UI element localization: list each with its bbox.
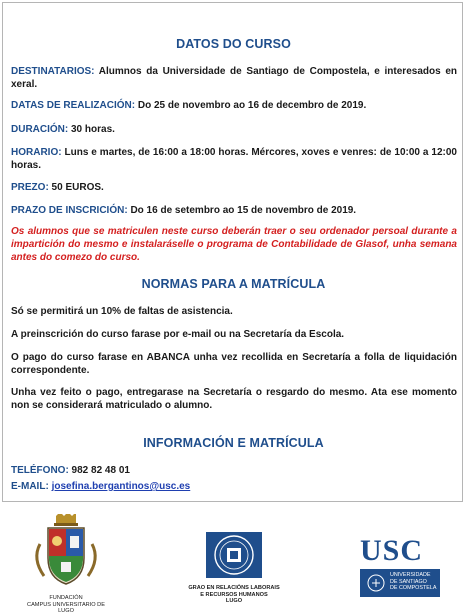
email-label: E-MAIL: [11, 481, 49, 492]
duration-label: DURACIÓN: [11, 124, 69, 135]
usc-emblem-icon [366, 573, 386, 593]
grao-caption-3: LUGO [225, 598, 243, 604]
phone-value: 982 82 48 01 [68, 465, 130, 476]
dates-value: Do 25 de novembro ao 16 de decembro de 2019. [135, 100, 367, 111]
enrol-label: PRAZO DE INSCRICIÓN: [11, 205, 128, 216]
usc-sub-3: DE COMPOSTELA [390, 585, 437, 592]
dates-label: DATAS DE REALIZACIÓN: [11, 100, 136, 111]
schedule-value: Luns e martes, de 16:00 a 18:00 horas. Mércores, xoves e venres: de 10:00 a 12:00 horas. [11, 147, 457, 171]
price-line [11, 181, 457, 194]
email-link[interactable]: josefina.bergantinos@usc.es [51, 481, 191, 492]
fundacion-logo [20, 514, 112, 614]
usc-sub-2: DE SANTIAGO [390, 578, 427, 585]
fundacion-caption-1: FUNDACIÓN [49, 595, 83, 601]
phone-label: TELÉFONO: [11, 465, 69, 476]
duration-line [11, 123, 457, 136]
price-value: 50 EUROS. [48, 182, 104, 193]
recipients-value: Alumnos da Universidade de Santiago de Compostela, e interesados en xeral. [11, 66, 457, 90]
usc-wordmark: USC [360, 534, 424, 567]
recipients-label: DESTINATARIOS: [11, 66, 95, 77]
schedule-line [11, 146, 457, 172]
duration-value: 30 horas. [68, 124, 115, 135]
rule-item: O pago do curso farase en ABANCA unha vez recollida en Secretaría a folla de liquidación correspondente. [11, 352, 457, 376]
rule-item: A preinscrición do curso farase por e-mail ou na Secretaría da Escola. [11, 329, 345, 340]
enrol-line [11, 204, 457, 217]
recipients-line [11, 65, 457, 91]
crest-icon [20, 514, 112, 588]
dates-line [11, 99, 457, 112]
grao-caption-2: E RECURSOS HUMANOS [200, 591, 268, 598]
email-line [11, 480, 457, 493]
rule-item: Só se permitirá un 10% de faltas de asistencia. [11, 306, 233, 317]
fundacion-caption-2: CAMPUS UNIVERSITARIO DE LUGO [27, 601, 105, 614]
schedule-label: HORARIO: [11, 147, 62, 158]
course-info-panel [2, 2, 463, 502]
price-label: PREZO: [11, 182, 49, 193]
laptop-note: Os alumnos que se matriculen neste curso deberán traer o seu ordenador persoal durante a impartición do mesmo e instalaráselle o programa de Contabilidade de Glasof, unha semana antes do comezo do curso. [11, 226, 457, 263]
enrol-value: Do 16 de setembro ao 15 de novembro de 2019. [127, 205, 357, 216]
info-heading: INFORMACIÓN E MATRÍCULA [143, 436, 324, 450]
usc-banner [360, 569, 440, 597]
grao-logo [178, 530, 290, 606]
grao-caption-1: GRAO EN RELACIÓNS LABORAIS [188, 585, 280, 591]
course-data-heading: DATOS DO CURSO [176, 37, 291, 51]
seal-icon [178, 530, 290, 580]
rule-item: Unha vez feito o pago, entregarase na Secretaría o resgardo do mesmo. Ata ese momento non se considerará matriculado o alumno. [11, 387, 457, 411]
usc-sub-1: UNIVERSIDADE [390, 572, 431, 578]
usc-logo [360, 533, 440, 599]
rules-heading: NORMAS PARA A MATRÍCULA [141, 277, 326, 291]
phone-line [11, 464, 457, 477]
